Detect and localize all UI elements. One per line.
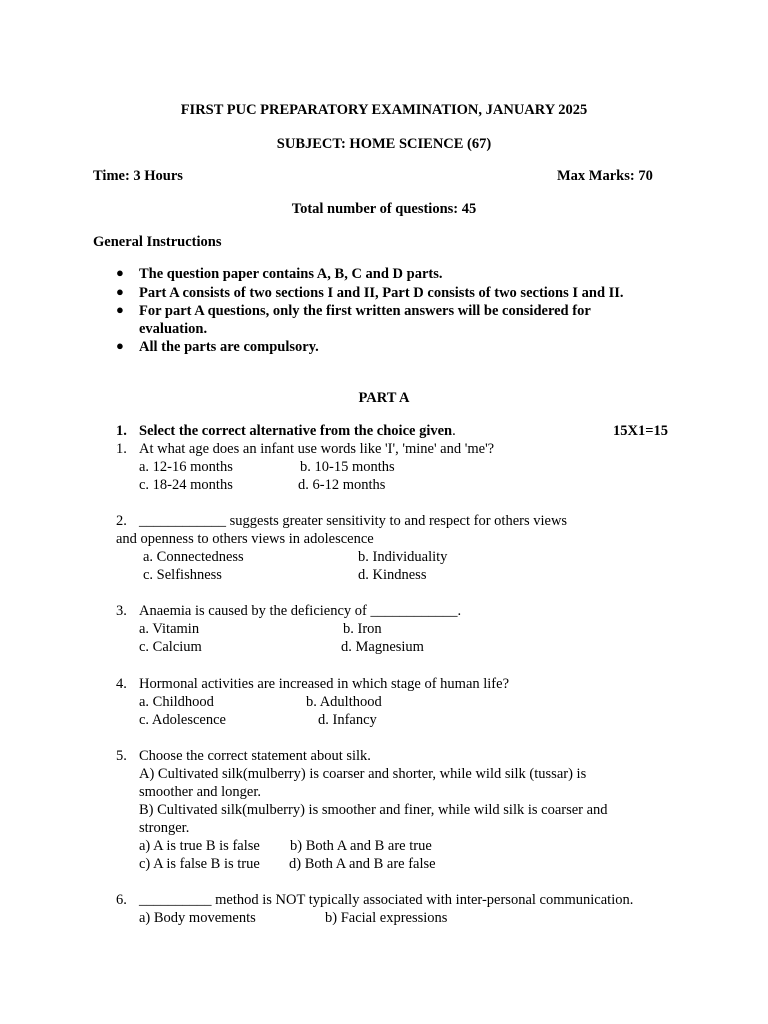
instruction-item-continued: evaluation. [139, 321, 208, 337]
question-number: 4. [116, 676, 127, 692]
option-c: c. Calcium [139, 639, 202, 655]
question-text: ____________ suggests greater sensitivity to and respect for others views [139, 513, 568, 529]
option-a: a. 12-16 months [139, 459, 233, 475]
option-a: a) Body movements [139, 910, 256, 926]
option-a: a) A is true B is false [139, 838, 260, 854]
instruction-item: All the parts are compulsory. [139, 339, 319, 355]
time-label: Time: 3 Hours [93, 168, 183, 184]
question-number: 2. [116, 513, 127, 529]
bullet-icon: ● [116, 338, 124, 353]
option-b: b) Facial expressions [325, 910, 448, 926]
question-text-continued: and openness to others views in adolescence [116, 531, 374, 547]
option-a: a. Connectedness [143, 549, 244, 565]
option-c: c) A is false B is true [139, 856, 260, 872]
option-b: b. 10-15 months [300, 459, 395, 475]
exam-title: FIRST PUC PREPARATORY EXAMINATION, JANUARY 2025 [180, 102, 588, 118]
bullet-icon: ● [116, 284, 124, 299]
instructions-heading: General Instructions [93, 234, 222, 250]
subject-line: SUBJECT: HOME SCIENCE (67) [276, 136, 492, 152]
statement-b-continued: stronger. [139, 820, 190, 836]
question-number: 1. [116, 441, 127, 457]
option-d: d. Infancy [318, 712, 377, 728]
bullet-icon: ● [116, 302, 124, 317]
option-b: b) Both A and B are true [290, 838, 432, 854]
option-d: d. 6-12 months [298, 477, 386, 493]
question-number: 6. [116, 892, 127, 908]
instruction-item: The question paper contains A, B, C and D parts. [139, 266, 443, 282]
question-number: 3. [116, 603, 127, 619]
question-text: Anaemia is caused by the deficiency of ____________. [139, 603, 462, 619]
option-d: d. Magnesium [341, 639, 424, 655]
option-c: c. 18-24 months [139, 477, 233, 493]
question-text: __________ method is NOT typically associated with inter-personal communication. [139, 892, 634, 908]
option-c: c. Selfishness [143, 567, 222, 583]
statement-b: B) Cultivated silk(mulberry) is smoother and finer, while wild silk is coarser and [139, 802, 608, 818]
question-text: Choose the correct statement about silk. [139, 748, 371, 764]
section-instruction: Select the correct alternative from the choice given. [139, 423, 456, 439]
option-b: b. Adulthood [306, 694, 382, 710]
option-a: a. Childhood [139, 694, 214, 710]
instruction-item: Part A consists of two sections I and II, Part D consists of two sections I and II. [139, 285, 624, 301]
option-b: b. Individuality [358, 549, 448, 565]
question-text: Hormonal activities are increased in which stage of human life? [139, 676, 510, 692]
option-a: a. Vitamin [139, 621, 200, 637]
instruction-item: For part A questions, only the first written answers will be considered for [139, 303, 591, 319]
statement-a-continued: smoother and longer. [139, 784, 262, 800]
total-questions: Total number of questions: 45 [291, 201, 477, 217]
option-d: d) Both A and B are false [289, 856, 436, 872]
option-d: d. Kindness [358, 567, 427, 583]
section-marks: 15X1=15 [613, 423, 668, 439]
part-a-title: PART A [358, 390, 410, 406]
max-marks-label: Max Marks: 70 [557, 168, 653, 184]
question-number: 5. [116, 748, 127, 764]
option-c: c. Adolescence [139, 712, 226, 728]
bullet-icon: ● [116, 265, 124, 280]
section-number: 1. [116, 423, 127, 439]
option-b: b. Iron [343, 621, 382, 637]
question-text: At what age does an infant use words like 'I', 'mine' and 'me'? [139, 441, 495, 457]
statement-a: A) Cultivated silk(mulberry) is coarser and shorter, while wild silk (tussar) is [139, 766, 587, 782]
